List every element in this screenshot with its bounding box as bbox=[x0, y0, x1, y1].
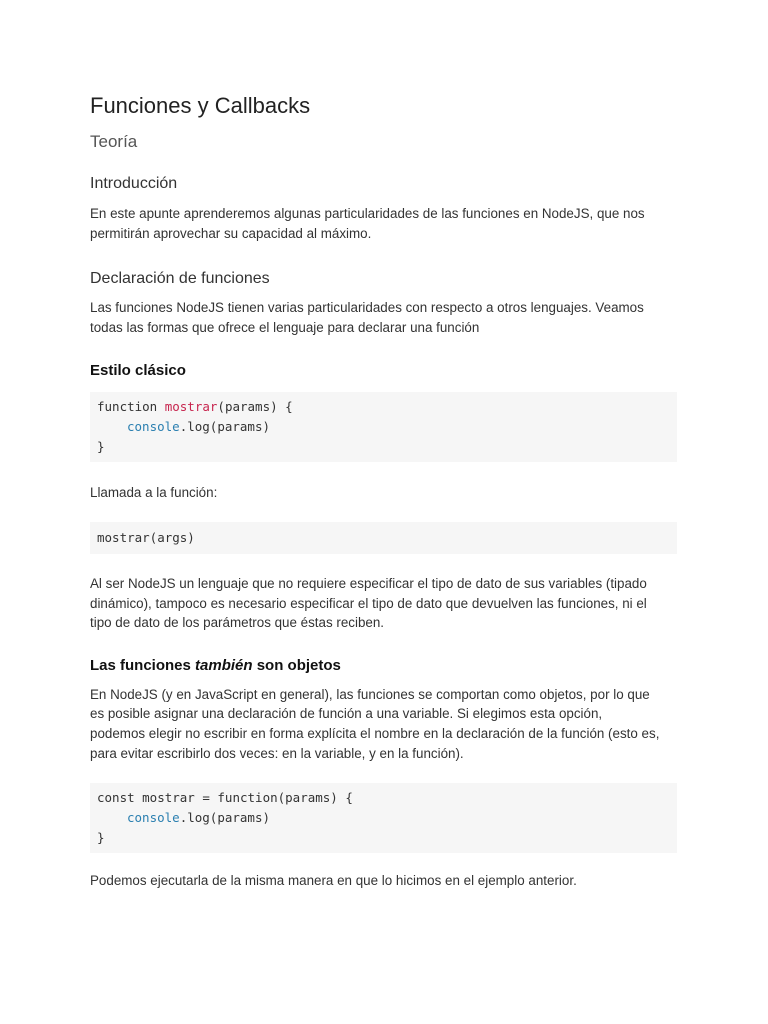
text-line: es posible asignar una declaración de función a una variable. Si elegimos esta opción, bbox=[90, 706, 603, 722]
code-line bbox=[97, 417, 670, 437]
code-line: } bbox=[97, 830, 105, 846]
text-line: todas las formas que ofrece el lenguaje para declarar una función bbox=[90, 319, 480, 335]
code-block-expression bbox=[90, 783, 677, 853]
heading-text: Las funciones bbox=[90, 656, 196, 674]
heading-emphasis: también bbox=[195, 656, 253, 674]
heading-text: son objetos bbox=[252, 656, 341, 674]
text-line: En este apunte aprenderemos algunas particularidades de las funciones en NodeJS, que nos bbox=[90, 206, 645, 221]
code-token-function-name: mostrar bbox=[164, 399, 218, 415]
code-token: function bbox=[97, 399, 165, 415]
text-line: Al ser NodeJS un lenguaje que no requiere especificar el tipo de dato de sus variables (tipado bbox=[90, 575, 647, 591]
heading-funciones-objetos bbox=[90, 656, 677, 676]
code-line bbox=[97, 808, 670, 828]
heading-introduccion: Introducción bbox=[90, 175, 178, 192]
code-token-object: console bbox=[127, 810, 180, 826]
paragraph-objetos bbox=[90, 685, 677, 763]
paragraph-tipado bbox=[90, 574, 677, 633]
page-subtitle: Teoría bbox=[90, 132, 138, 151]
heading-estilo-clasico: Estilo clásico bbox=[90, 362, 186, 380]
heading-declaracion: Declaración de funciones bbox=[90, 270, 270, 288]
code-block-call bbox=[90, 522, 677, 554]
text-line: permitirán aprovechar su capacidad al máximo. bbox=[90, 225, 372, 241]
code-line bbox=[97, 397, 670, 417]
code-token: .log(params) bbox=[179, 810, 270, 826]
text-line: En NodeJS (y en JavaScript en general), las funciones se comportan como objetos, por lo que bbox=[90, 686, 650, 702]
code-block-classic bbox=[90, 392, 677, 462]
paragraph-introduccion bbox=[90, 204, 677, 243]
text-line: tipo de dato de los parámetros que éstas reciben. bbox=[90, 615, 385, 631]
code-token-object: console bbox=[127, 419, 180, 435]
text-line: podemos elegir no escribir en forma explícita el nombre en la declaración de la función (esto es, bbox=[90, 725, 660, 741]
paragraph-llamada: Llamada a la función: bbox=[90, 485, 218, 501]
code-token: .log(params) bbox=[179, 419, 270, 435]
code-line: mostrar(args) bbox=[97, 529, 195, 545]
paragraph-declaracion bbox=[90, 298, 677, 337]
text-line: Las funciones NodeJS tienen varias particularidades con respecto a otros lenguajes. Veamos bbox=[90, 300, 644, 316]
text-line: dinámico), tampoco es necesario especificar el tipo de dato que devuelven las funciones, ni el bbox=[90, 595, 647, 611]
paragraph-closing: Podemos ejecutarla de la misma manera en que lo hicimos en el ejemplo anterior. bbox=[90, 873, 577, 889]
code-line: } bbox=[97, 439, 105, 455]
code-line: const mostrar = function(params) { bbox=[97, 790, 353, 806]
page-title: Funciones y Callbacks bbox=[90, 93, 311, 118]
text-line: para evitar escribirlo dos veces: en la variable, y en la función). bbox=[90, 745, 464, 761]
code-token: (params) { bbox=[217, 399, 293, 415]
